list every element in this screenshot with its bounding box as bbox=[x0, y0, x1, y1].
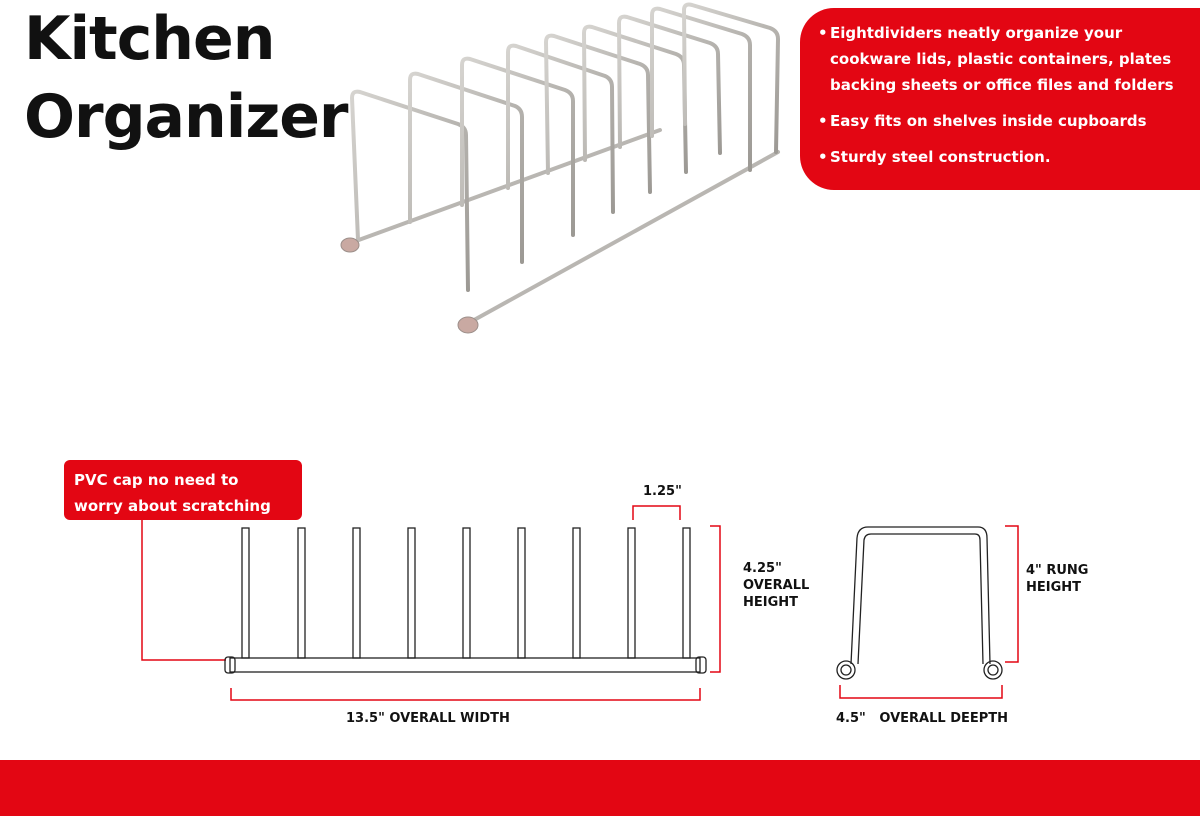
side-view bbox=[837, 527, 1002, 679]
rung-height-line1: 4" RUNG bbox=[1026, 563, 1089, 578]
spacing-bracket bbox=[633, 506, 680, 520]
title-line-2: Organizer bbox=[24, 82, 348, 152]
depth-bracket bbox=[840, 685, 1002, 698]
rung-height-bracket bbox=[1005, 526, 1018, 662]
height-bracket bbox=[710, 526, 720, 672]
callout-line-2: worry about scratching bbox=[74, 497, 271, 515]
overall-height-line3: HEIGHT bbox=[743, 595, 799, 610]
feature-text: backing sheets or office files and folders bbox=[830, 76, 1174, 94]
overall-width-label: 13.5" OVERALL WIDTH bbox=[346, 711, 510, 726]
feature-text: Easy fits on shelves inside cupboards bbox=[830, 112, 1147, 130]
overall-depth-label: 4.5" OVERALL DEEPTH bbox=[836, 711, 1009, 726]
title-line-1: Kitchen bbox=[24, 4, 275, 74]
width-bracket bbox=[231, 688, 700, 700]
feature-bullet: • bbox=[818, 24, 828, 42]
feature-text: cookware lids, plastic containers, plates bbox=[830, 50, 1172, 68]
spacing-label: 1.25" bbox=[643, 484, 682, 499]
callout-leader-line bbox=[142, 520, 226, 660]
bottom-bar bbox=[0, 760, 1200, 816]
callout-line-1: PVC cap no need to bbox=[74, 471, 239, 489]
rung-height-line2: HEIGHT bbox=[1026, 580, 1082, 595]
overall-height-value: 4.25" bbox=[743, 561, 782, 576]
feature-text: Eightdividers neatly organize your bbox=[830, 24, 1123, 42]
feature-text: Sturdy steel construction. bbox=[830, 148, 1051, 166]
front-view-rungs bbox=[225, 528, 706, 673]
feature-bullet: • bbox=[818, 112, 828, 130]
feature-bullet: • bbox=[818, 148, 828, 166]
pvc-cap-callout bbox=[64, 460, 302, 520]
overall-height-line2: OVERALL bbox=[743, 578, 810, 593]
